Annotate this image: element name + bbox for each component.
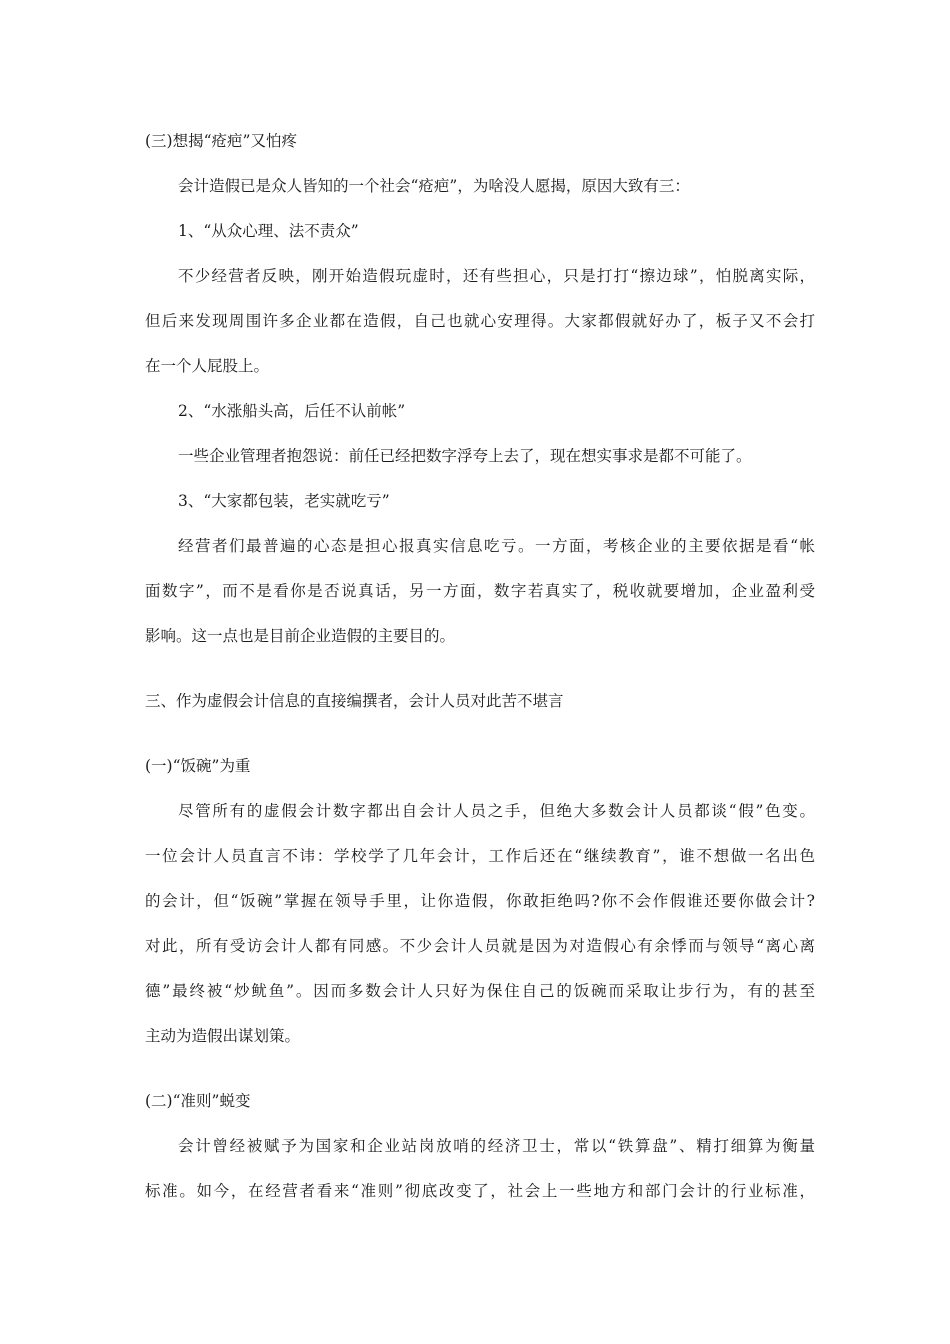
section-heading: (二)“准则”蜕变 xyxy=(145,1092,251,1110)
paragraph-line: 经营者们最普遍的心态是担心报真实信息吃亏。一方面，考核企业的主要依据是看“帐 xyxy=(178,537,815,555)
paragraph-line: 会计造假已是众人皆知的一个社会“疮疤”，为啥没人愿揭，原因大致有三： xyxy=(178,177,690,195)
paragraph-line: 对此，所有受访会计人都有同感。不少会计人员就是因为对造假心有余悸而与领导“离心离 xyxy=(145,937,815,955)
paragraph-line: 一些企业管理者抱怨说：前任已经把数字浮夸上去了，现在想实事求是都不可能了。 xyxy=(178,447,752,465)
paragraph-line: 在一个人屁股上。 xyxy=(145,357,270,375)
chapter-heading: 三、作为虚假会计信息的直接编撰者，会计人员对此苦不堪言 xyxy=(145,692,564,710)
paragraph-line: 标准。如今，在经营者看来“准则”彻底改变了，社会上一些地方和部门会计的行业标准， xyxy=(145,1182,815,1200)
paragraph-line: 不少经营者反映，刚开始造假玩虚时，还有些担心，只是打打“擦边球”，怕脱离实际， xyxy=(178,267,815,285)
paragraph-line: 面数字”，而不是看你是否说真话，另一方面，数字若真实了，税收就要增加，企业盈利受 xyxy=(145,582,815,600)
list-item-heading: 1、“从众心理、法不责众” xyxy=(178,222,359,240)
paragraph-line: 的会计，但“饭碗”掌握在领导手里，让你造假，你敢拒绝吗?你不会作假谁还要你做会计? xyxy=(145,892,815,910)
section-heading: (三)想揭“疮疤”又怕疼 xyxy=(145,132,297,150)
paragraph-line: 主动为造假出谋划策。 xyxy=(145,1027,301,1045)
paragraph-line: 影响。这一点也是目前企业造假的主要目的。 xyxy=(145,627,456,645)
section-heading: (一)“饭碗”为重 xyxy=(145,757,251,775)
paragraph-line: 尽管所有的虚假会计数字都出自会计人员之手，但绝大多数会计人员都谈“假”色变。 xyxy=(178,802,815,820)
list-item-heading: 3、“大家都包装，老实就吃亏” xyxy=(178,492,390,510)
paragraph-line: 一位会计人员直言不讳：学校学了几年会计，工作后还在“继续教育”，谁不想做一名出色 xyxy=(145,847,815,865)
paragraph-line: 但后来发现周围许多企业都在造假，自己也就心安理得。大家都假就好办了，板子又不会打 xyxy=(145,312,815,330)
paragraph-line: 会计曾经被赋予为国家和企业站岗放哨的经济卫士，常以“铁算盘”、精打细算为衡量 xyxy=(178,1137,815,1155)
paragraph-line: 德”最终被“炒鱿鱼”。因而多数会计人只好为保住自己的饭碗而采取让步行为，有的甚至 xyxy=(145,982,815,1000)
list-item-heading: 2、“水涨船头高，后任不认前帐” xyxy=(178,402,406,420)
